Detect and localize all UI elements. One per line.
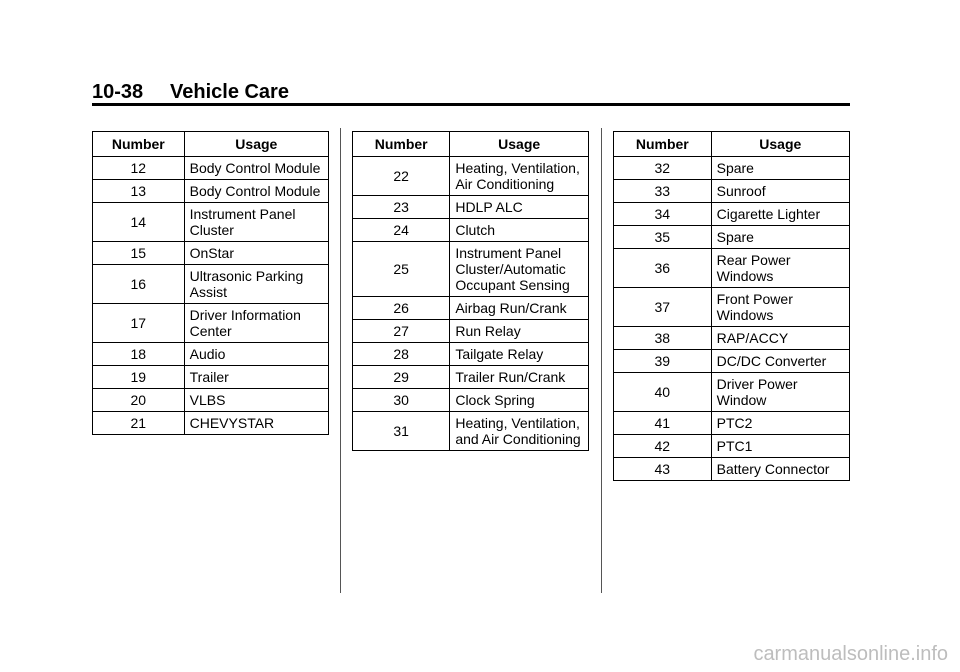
fuse-usage: Audio xyxy=(184,343,328,366)
fuse-number: 32 xyxy=(614,157,712,180)
fuse-usage: Airbag Run/Crank xyxy=(450,297,589,320)
table-row xyxy=(614,327,850,350)
fuse-number: 12 xyxy=(93,157,185,180)
fuse-number: 28 xyxy=(353,343,450,366)
fuse-number: 30 xyxy=(353,389,450,412)
table-row xyxy=(93,180,329,203)
fuse-usage: Heating, Ventilation, and Air Conditioning xyxy=(450,412,589,451)
table-row xyxy=(353,157,589,196)
fuse-usage: OnStar xyxy=(184,242,328,265)
column-header-usage: Usage xyxy=(711,132,849,157)
fuse-number: 13 xyxy=(93,180,185,203)
fuse-usage: Body Control Module xyxy=(184,180,328,203)
fuse-number: 36 xyxy=(614,249,712,288)
table-row xyxy=(614,226,850,249)
table-row xyxy=(93,412,329,435)
column-header-number: Number xyxy=(93,132,185,157)
fuse-usage: Instrument Panel Cluster/Automatic Occupant Sensing xyxy=(450,242,589,297)
fuse-number: 33 xyxy=(614,180,712,203)
fuse-usage: Spare xyxy=(711,226,849,249)
table-row xyxy=(353,196,589,219)
fuse-usage: Trailer xyxy=(184,366,328,389)
fuse-usage: Instrument Panel Cluster xyxy=(184,203,328,242)
table-row xyxy=(353,219,589,242)
fuse-usage: Battery Connector xyxy=(711,458,849,481)
fuse-table-3 xyxy=(613,131,850,481)
table-row xyxy=(353,412,589,451)
fuse-number: 15 xyxy=(93,242,185,265)
fuse-usage: CHEVYSTAR xyxy=(184,412,328,435)
fuse-number: 43 xyxy=(614,458,712,481)
table-row xyxy=(353,297,589,320)
table-row xyxy=(614,435,850,458)
fuse-usage: Cigarette Lighter xyxy=(711,203,849,226)
fuse-usage: Front Power Windows xyxy=(711,288,849,327)
fuse-table-body xyxy=(93,157,329,435)
fuse-usage: Trailer Run/Crank xyxy=(450,366,589,389)
fuse-number: 39 xyxy=(614,350,712,373)
table-row xyxy=(93,304,329,343)
fuse-number: 22 xyxy=(353,157,450,196)
table-row xyxy=(93,242,329,265)
fuse-number: 25 xyxy=(353,242,450,297)
fuse-number: 37 xyxy=(614,288,712,327)
fuse-number: 20 xyxy=(93,389,185,412)
table-row xyxy=(614,249,850,288)
table-row xyxy=(614,458,850,481)
column-header-usage: Usage xyxy=(184,132,328,157)
fuse-usage: Spare xyxy=(711,157,849,180)
fuse-number: 19 xyxy=(93,366,185,389)
fuse-usage: Sunroof xyxy=(711,180,849,203)
fuse-number: 23 xyxy=(353,196,450,219)
fuse-usage: PTC1 xyxy=(711,435,849,458)
header-rule xyxy=(92,103,850,106)
fuse-usage: Clock Spring xyxy=(450,389,589,412)
fuse-usage: HDLP ALC xyxy=(450,196,589,219)
fuse-usage: RAP/ACCY xyxy=(711,327,849,350)
section-title: Vehicle Care xyxy=(170,81,289,103)
table-row xyxy=(93,366,329,389)
fuse-number: 34 xyxy=(614,203,712,226)
table-row xyxy=(93,265,329,304)
table-row xyxy=(353,366,589,389)
fuse-usage: Driver Power Window xyxy=(711,373,849,412)
table-row xyxy=(614,288,850,327)
fuse-number: 24 xyxy=(353,219,450,242)
fuse-number: 29 xyxy=(353,366,450,389)
fuse-usage: Run Relay xyxy=(450,320,589,343)
page-header xyxy=(92,80,850,104)
fuse-number: 35 xyxy=(614,226,712,249)
table-row xyxy=(93,389,329,412)
fuse-usage: Body Control Module xyxy=(184,157,328,180)
fuse-usage: Driver Information Center xyxy=(184,304,328,343)
fuse-number: 40 xyxy=(614,373,712,412)
fuse-number: 21 xyxy=(93,412,185,435)
table-row xyxy=(353,242,589,297)
column-divider-right xyxy=(601,128,602,593)
watermark: carmanualsonline.info xyxy=(753,643,948,665)
fuse-usage: VLBS xyxy=(184,389,328,412)
fuse-number: 38 xyxy=(614,327,712,350)
fuse-usage: Heating, Ventilation, Air Conditioning xyxy=(450,157,589,196)
table-row xyxy=(93,343,329,366)
fuse-number: 27 xyxy=(353,320,450,343)
fuse-usage: Tailgate Relay xyxy=(450,343,589,366)
fuse-number: 18 xyxy=(93,343,185,366)
fuse-usage: PTC2 xyxy=(711,412,849,435)
table-row xyxy=(614,412,850,435)
fuse-number: 17 xyxy=(93,304,185,343)
table-row xyxy=(614,373,850,412)
fuse-number: 26 xyxy=(353,297,450,320)
table-row xyxy=(93,157,329,180)
column-header-usage: Usage xyxy=(450,132,589,157)
column-header-number: Number xyxy=(614,132,712,157)
table-row xyxy=(614,350,850,373)
column-divider-left xyxy=(340,128,341,593)
fuse-number: 14 xyxy=(93,203,185,242)
fuse-table-body xyxy=(353,157,589,451)
table-row xyxy=(614,203,850,226)
fuse-usage: Clutch xyxy=(450,219,589,242)
table-row xyxy=(353,343,589,366)
column-header-number: Number xyxy=(353,132,450,157)
table-row xyxy=(93,203,329,242)
fuse-table-body xyxy=(614,157,850,481)
fuse-number: 42 xyxy=(614,435,712,458)
fuse-number: 31 xyxy=(353,412,450,451)
fuse-table-2 xyxy=(352,131,589,451)
table-row xyxy=(353,320,589,343)
fuse-usage: Ultrasonic Parking Assist xyxy=(184,265,328,304)
page-number: 10-38 xyxy=(92,81,144,103)
fuse-usage: DC/DC Converter xyxy=(711,350,849,373)
fuse-table-1 xyxy=(92,131,329,435)
fuse-number: 16 xyxy=(93,265,185,304)
table-row xyxy=(614,180,850,203)
fuse-usage: Rear Power Windows xyxy=(711,249,849,288)
table-row xyxy=(353,389,589,412)
fuse-number: 41 xyxy=(614,412,712,435)
table-row xyxy=(614,157,850,180)
